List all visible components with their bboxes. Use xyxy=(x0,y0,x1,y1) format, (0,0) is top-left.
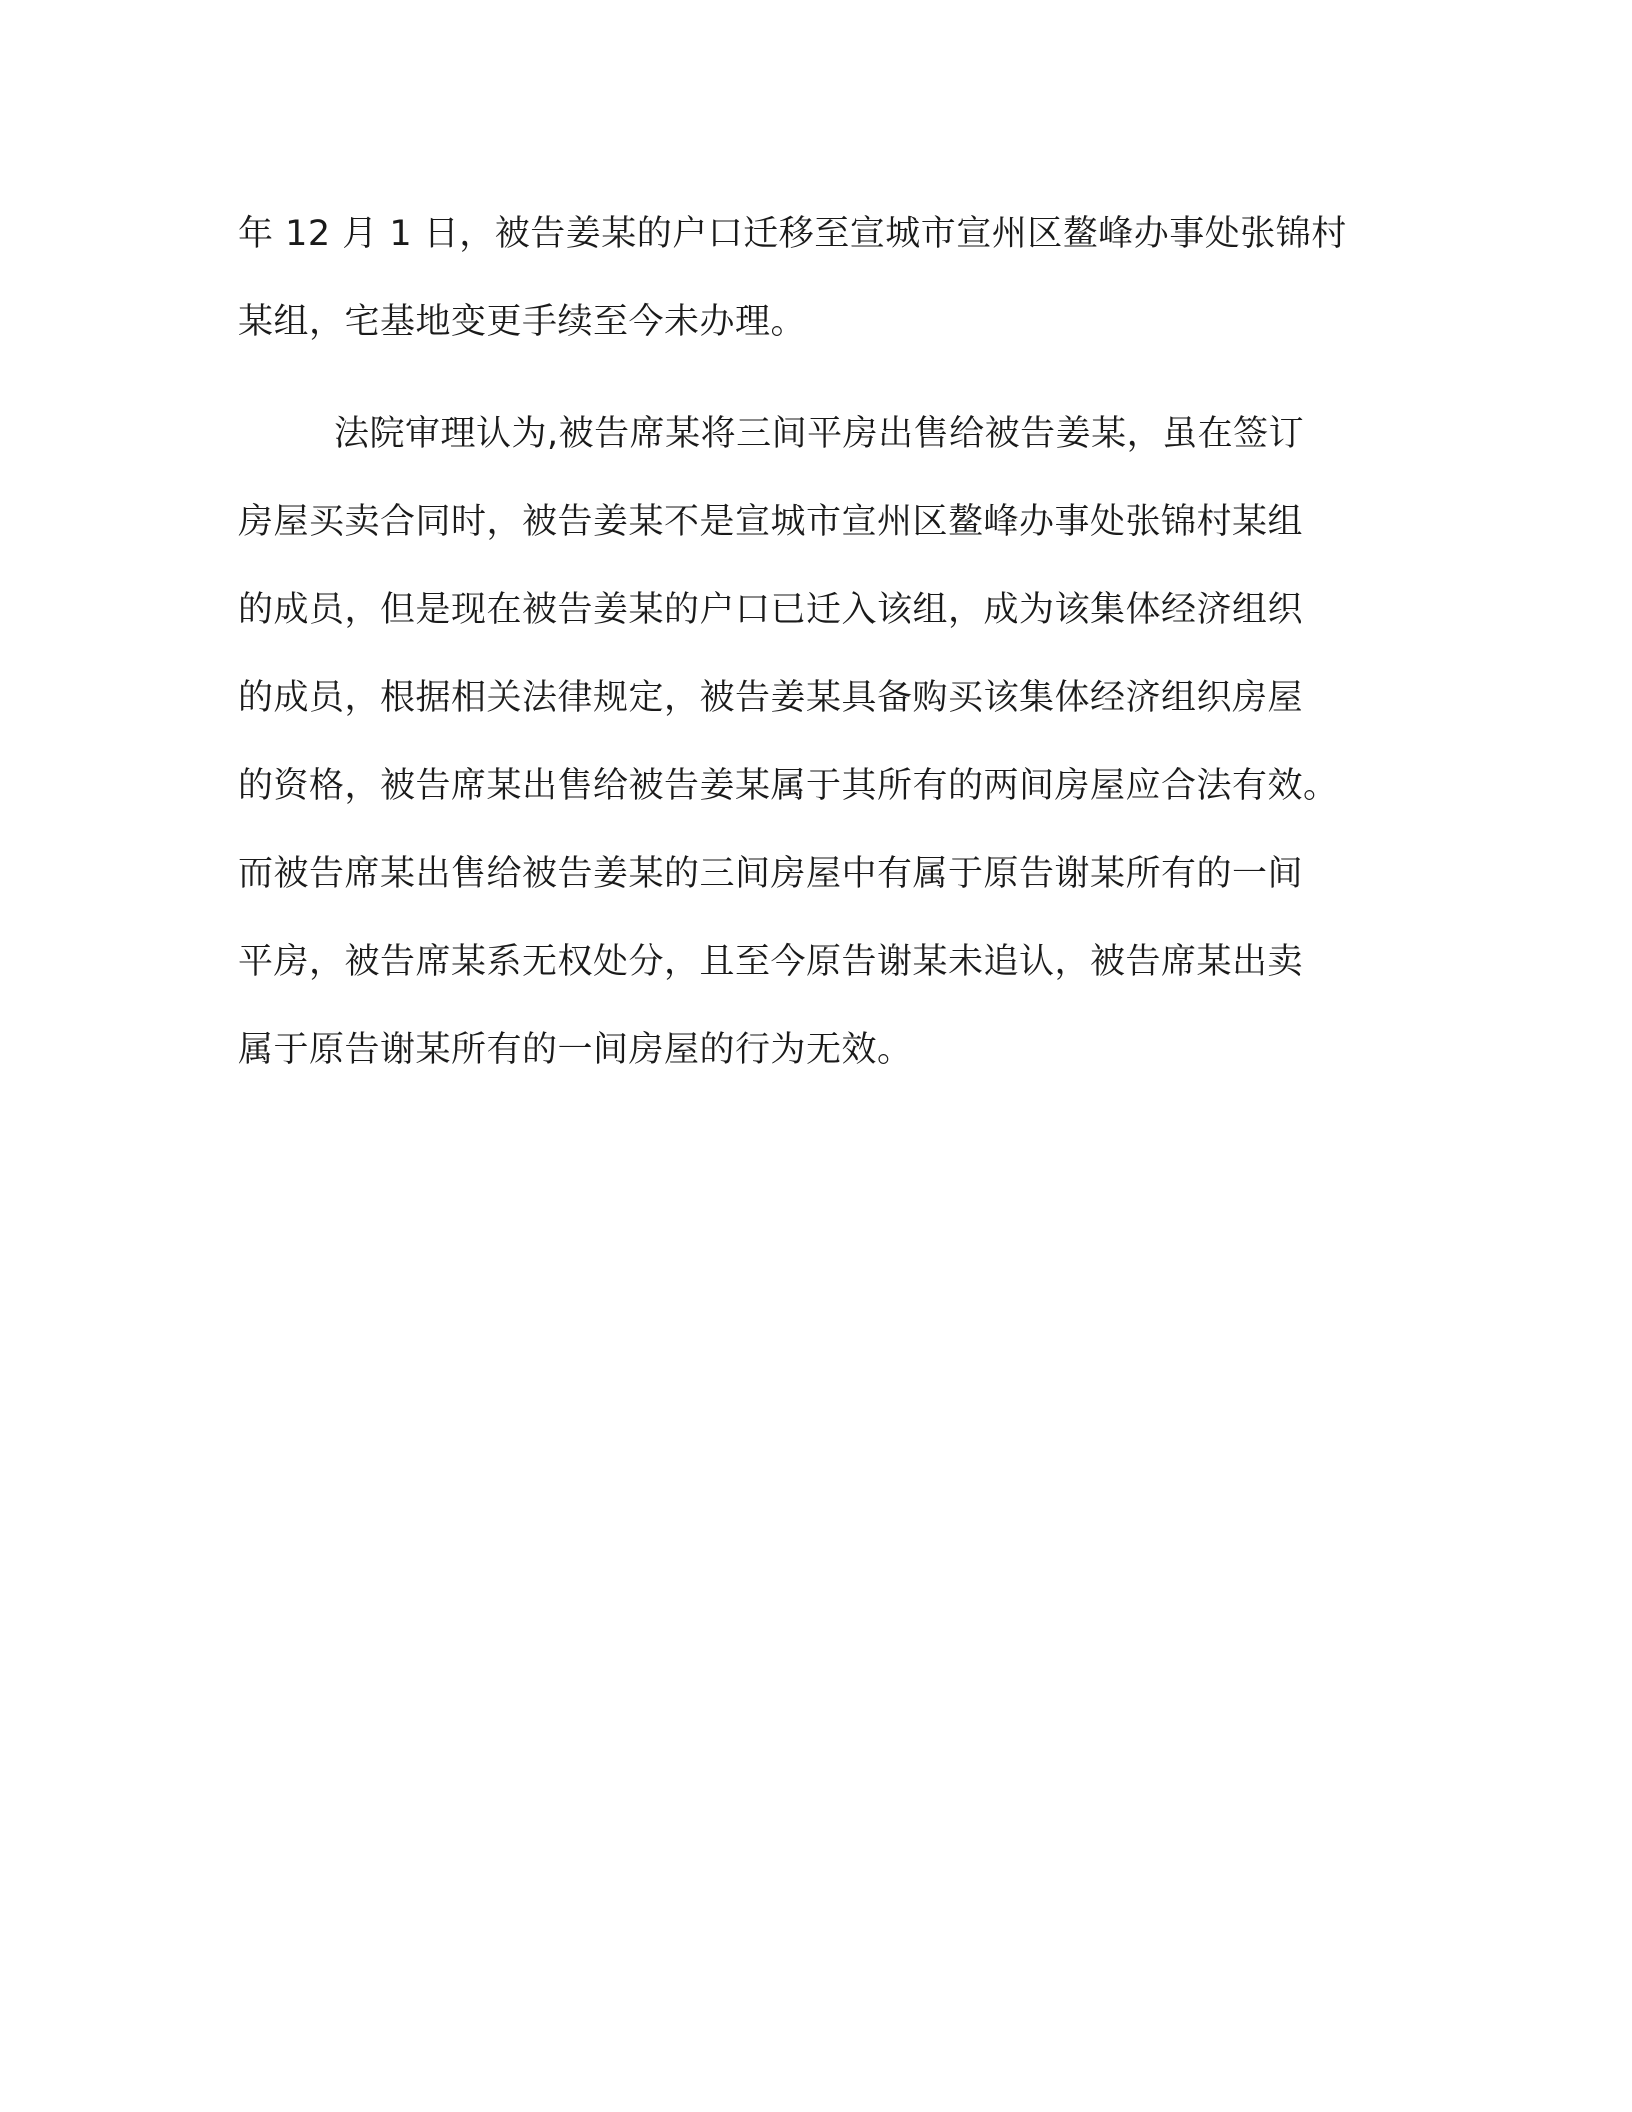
text-line: 某组，宅基地变更手续至今未办理。 xyxy=(238,302,807,342)
text-line: 法院审理认为,被告席某将三间平房出售给被告姜某，虽在签订 xyxy=(334,414,1305,454)
text-line: 的成员，根据相关法律规定，被告姜某具备购买该集体经济组织房屋 xyxy=(238,678,1304,718)
text-line: 而被告席某出售给被告姜某的三间房屋中有属于原告谢某所有的一间 xyxy=(238,854,1304,894)
text-line: 的成员，但是现在被告姜某的户口已迁入该组，成为该集体经济组织 xyxy=(238,590,1304,630)
document-body xyxy=(238,190,1398,1094)
text-line: 属于原告谢某所有的一间房屋的行为无效。 xyxy=(238,1030,913,1070)
paragraph-2 xyxy=(238,390,1398,1094)
text-line: 房屋买卖合同时，被告姜某不是宣城市宣州区鳌峰办事处张锦村某组 xyxy=(238,502,1304,542)
text-line: 平房，被告席某系无权处分，且至今原告谢某未追认，被告席某出卖 xyxy=(238,942,1304,982)
text-line: 年 12 月 1 日，被告姜某的户口迁移至宣城市宣州区鳌峰办事处张锦村 xyxy=(238,214,1347,254)
paragraph-1 xyxy=(238,190,1398,366)
text-line: 的资格，被告席某出售给被告姜某属于其所有的两间房屋应合法有效。 xyxy=(238,766,1339,806)
